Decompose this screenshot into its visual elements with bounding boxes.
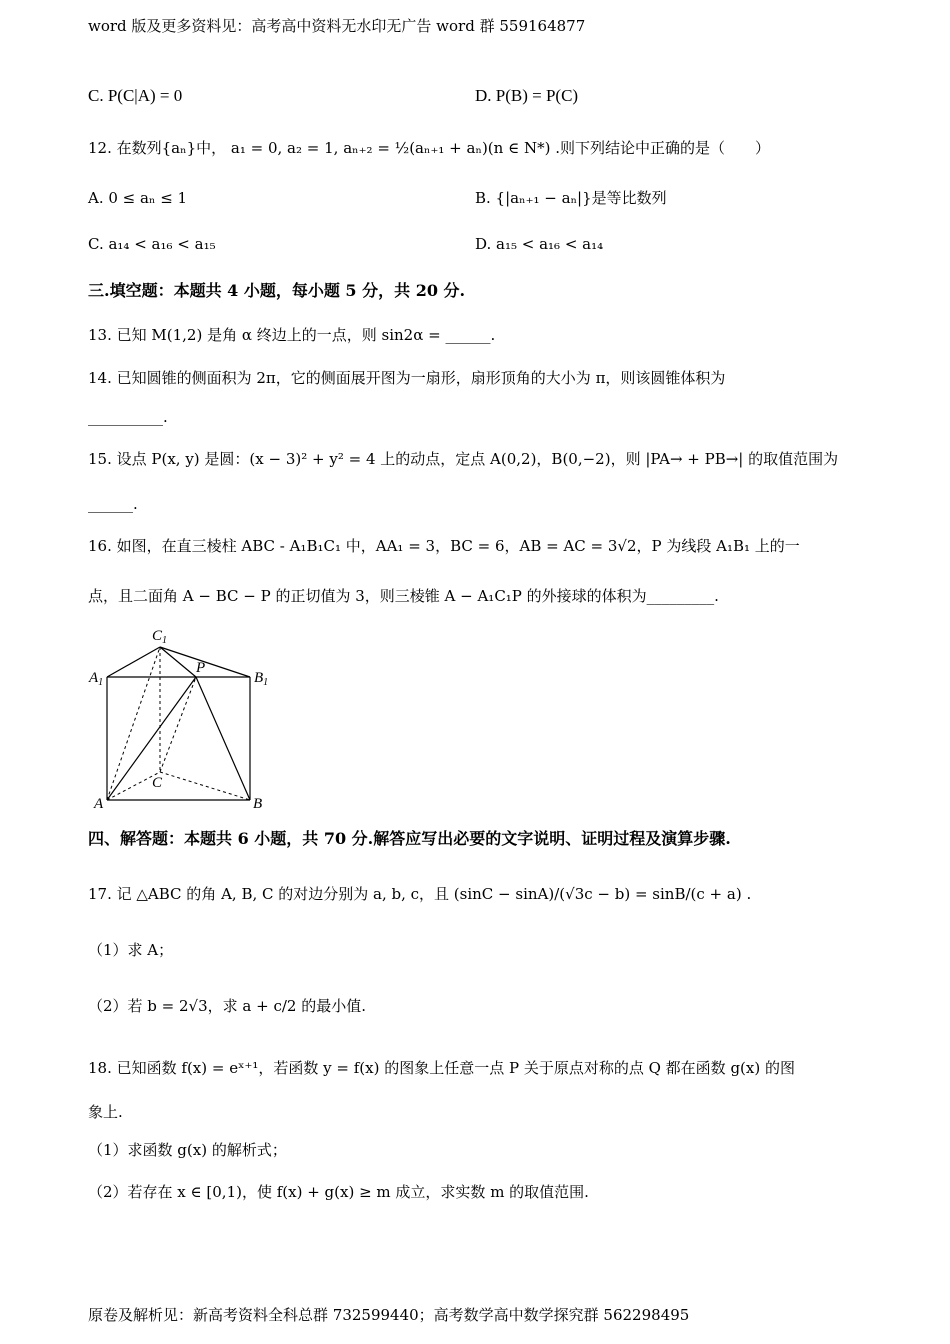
edge-a1-c1 [107,647,160,677]
q18-line1: 18. 已知函数 f(x) = eˣ⁺¹，若函数 y = f(x) 的图象上任意一点 P 关于原点对称的点 Q 都在函数 g(x) 的图 [88,1059,795,1077]
section-4-title: 四、解答题：本题共 6 小题，共 70 分.解答应写出必要的文字说明、证明过程及演算步骤. [88,829,731,848]
segment-c1-p [160,647,196,677]
page-header: word 版及更多资料见：高考高中资料无水印无广告 word 群 559164877 [88,17,586,35]
q12-option-b: B. {|aₙ₊₁ − aₙ|}是等比数列 [475,189,667,207]
q12-option-d: D. a₁₅ < a₁₆ < a₁₄ [475,235,604,253]
q12-option-c: C. a₁₄ < a₁₆ < a₁₅ [88,235,216,253]
q18-part1: （1）求函数 g(x) 的解析式； [88,1141,287,1159]
label-a1: $A_1$ [89,670,104,688]
edge-c-b [160,772,250,800]
label-b: B [253,796,263,812]
prism-figure [86,624,286,816]
q18-part2: （2）若存在 x ∈ [0,1)，使 f(x) + g(x) ≥ m 成立，求实数 m 的取值范围. [88,1183,589,1201]
q17-part1: （1）求 A； [88,941,174,959]
q11-option-d: D. P(B) = P(C) [475,86,579,105]
q11-option-c: C. P(C|A) = 0 [88,86,183,105]
q16-line2: 点，且二面角 A − BC − P 的正切值为 3，则三棱锥 A − A₁C₁P 的外接球的体积为_________. [88,587,719,605]
q18-line2: 象上. [88,1103,123,1121]
q17-stem: 17. 记 △ABC 的角 A, B, C 的对边分别为 a, b, c，且 (sinC − sinA)/(√3c − b) = sinB/(c + a) . [88,885,752,903]
segment-c-p [160,677,196,772]
q15-line1: 15. 设点 P(x, y) 是圆：(x − 3)² + y² = 4 上的动点，定点 A(0,2)，B(0,−2)，则 |PA→ + PB→| 的取值范围为 [88,450,839,468]
label-c: C [152,775,163,791]
q14-line1: 14. 已知圆锥的侧面积为 2π，它的侧面展开图为一扇形，扇形顶角的大小为 π，则该圆锥体积为 [88,369,726,387]
label-b1: $B_1$ [254,670,269,688]
q13-text: 13. 已知 M(1,2) 是角 α 终边上的一点，则 sin2α = ______. [88,326,496,344]
page-footer: 原卷及解析见：新高考资料全科总群 732599440；高考数学高中数学探究群 562298495 [88,1306,690,1324]
q15-line2: ______. [88,495,138,513]
q14-line2: __________. [88,408,168,426]
label-p: P [196,660,206,676]
q16-line1: 16. 如图，在直三棱柱 ABC - A₁B₁C₁ 中，AA₁ = 3，BC = 6，AB = AC = 3√2，P 为线段 A₁B₁ 上的一 [88,537,800,555]
label-c1: $C_1$ [152,628,168,646]
label-a: A [94,796,104,812]
section-3-title: 三.填空题：本题共 4 小题，每小题 5 分，共 20 分. [88,281,466,300]
q17-part2: （2）若 b = 2√3，求 a + c/2 的最小值. [88,997,367,1015]
segment-p-b [196,677,250,800]
q12-stem: 12. 在数列{aₙ}中， a₁ = 0, a₂ = 1, aₙ₊₂ = ½(aₙ₊₁ + aₙ)(n ∈ N*) .则下列结论中正确的是（ ） [88,139,770,157]
q12-option-a: A. 0 ≤ aₙ ≤ 1 [88,189,188,207]
